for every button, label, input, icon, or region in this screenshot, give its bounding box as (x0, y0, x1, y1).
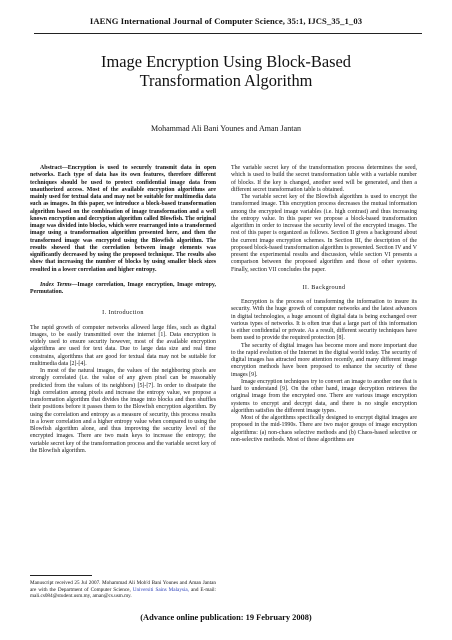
author-line: Mohammad Ali Bani Younes and Aman Jantan (151, 124, 301, 133)
title-line-1: Image Encryption Using Block-Based (101, 52, 351, 71)
index-terms-text: —Image correlation, Image encryption, Image entropy, Permutation. (30, 281, 216, 295)
section-heading-introduction: I. Introduction (102, 309, 144, 317)
intro-paragraph-1: The rapid growth of computer networks allowed large files, such as digital images, to be easily transmitted over the internet [1]. Data encryption is widely used to ensure security however, most of the available encryption algorithms are used for text data. Due to large data size and real time constrains, algorithms that are good for textual data may not be suitable for multimedia data [2]-[4]. (30, 324, 216, 367)
right-column (231, 165, 417, 444)
background-paragraph-4: Most of the algorithms specifically designed to encrypt digital images are proposed in the mid-1990s. There are two major groups of image encryption algorithms: (a) non-chaos selective methods and (b) Chaos-based selective or non-selective methods. Most of these algorithms are (231, 415, 417, 443)
intro-paragraph-2: In most of the natural images, the values of the neighboring pixels are strongly correlated (i.e. the value of any given pixel can be reasonably predicted from the values of its neighbors) [5]-[7]. In order to dissipate the high correlation among pixels and increase the entropy value, we propose a transformation algorithm that divides the image into blocks and then shuffles their positions before it passes them to the Blowfish encryption algorithm. By using the correlation and entropy as a measure of security, this process results in a lower correlation and a higher entropy value when compared to using the Blowfish algorithm alone, and thus improving the security level of the encrypted images. There are two main keys to increase the entropy; the variable secret key of the transformation process and the variable secret key of the Blowfish algorithm. (30, 368, 216, 454)
background-paragraph-2: The security of digital images has become more and more important due to the rapid evolution of the Internet in the digital world today. The security of digital images has attracted more attention recently, and many different image encryption methods have been proposed to enhance the security of these images [9]. (231, 342, 417, 378)
index-terms (30, 282, 216, 297)
title-line-2: Transformation Algorithm (139, 71, 313, 90)
intro-paragraph-4: The variable secret key of the Blowfish algorithm is used to encrypt the transformed image. This encryption process decreases the mutual information among the encrypted image variables (i.e. high contrast) and thus increasing the entropy value. In this paper we propose a block-based transformation algorithm in order to increase the security level of the encrypted images. The rest of this paper is organized as follows. Section II gives a background about the current image encryption schemes. In Section III, the description of the proposed block-based transformation algorithm is presented. Section IV and V present the experimental results and discussion, while section VI presents a comparison between the proposed algorithm and those of other systems. Finally, section VII concludes the paper. (231, 194, 417, 273)
header-rule (34, 33, 422, 34)
footnote-rule (30, 575, 92, 576)
paper-title (30, 52, 422, 90)
running-head: IAENG International Journal of Computer Science, 35:1, IJCS_35_1_03 (89, 16, 363, 26)
manuscript-footnote (30, 580, 216, 600)
section-heading-background: II. Background (302, 283, 346, 291)
left-column (30, 165, 216, 455)
footnote-university-link[interactable]: Universiti Sains Malaysia, (132, 586, 189, 593)
abstract-text: Abstract—Encryption is used to securely transmit data in open networks. Each type of data has its own features, therefore different techniques should be used to protect confidential image data from unauthorized access. Most of the available encryption algorithms are mainly used for textual data and may not be suitable for multimedia data such as images. In this paper, we introduce a block-based transformation algorithm based on the combination of image transformation and a well known encryption and decryption algorithm called Blowfish. The original image was divided into blocks, which were rearranged into a transformed image using a transformation algorithm presented here, and then the transformed image was encrypted using the Blowfish algorithm. The results showed that the correlation between image elements was significantly decreased by using the proposed technique. The results also show that increasing the number of blocks by using smaller block sizes resulted in a lower correlation and higher entropy. (30, 165, 216, 273)
intro-paragraph-3: The variable secret key of the transformation process determines the seed, which is used to build the secret transformation table with a variable number of blocks. If the key is changed, another seed will be generated, and then a different secret transformation table is obtained. (231, 165, 417, 193)
footnote-text-a: Manuscript received 25 Jul 2007. Mohammad Ali Moh'd Bani Younes and Aman Jantan are with the Department of Computer Science, (30, 580, 216, 593)
index-terms-label: Index Terms (40, 281, 72, 288)
publication-note: (Advance online publication: 19 February 2008) (140, 613, 312, 622)
background-paragraph-3: Image encryption techniques try to convert an image to another one that is hard to understand [9]. On the other hand, image decryption retrieves the original image from the encrypted one. There are various image encryption systems to encrypt and decrypt data, and there is no single encryption algorithm satisfies the different image types. (231, 378, 417, 414)
footnote-text-b: and E-mail: mali.cs084@student.usm.my, aman@cs.usm.my. (30, 586, 216, 600)
background-paragraph-1: Encryption is the process of transforming the information to insure its security. With the huge growth of computer networks and the latest advances in digital technologies, a huge amount of digital data is being exchanged over various types of networks. It is often true that a large part of this information is either confidential or private. As a result, different security techniques have been used to provide the required protection [8]. (231, 299, 417, 342)
